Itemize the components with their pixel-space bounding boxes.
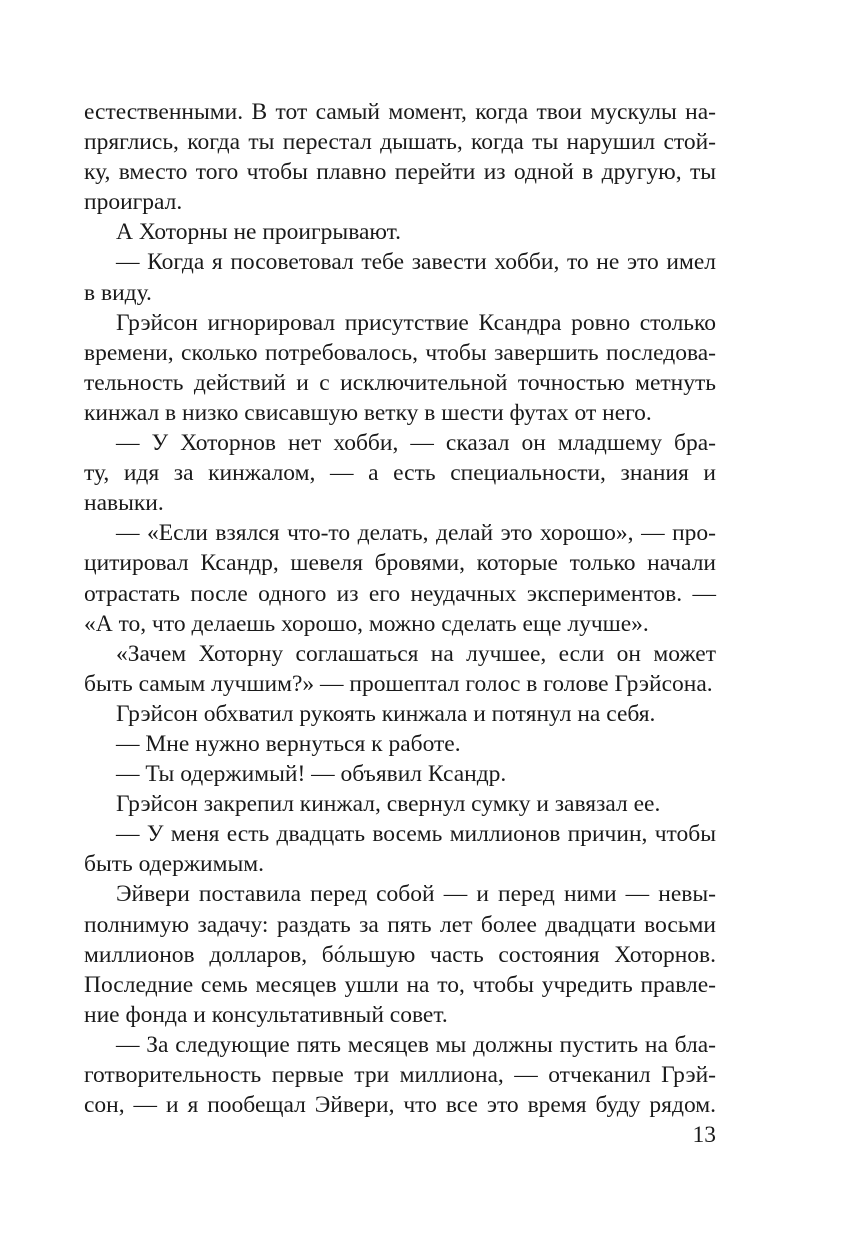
text-line: тельность действий и с исключительной точностью метнуть [84, 369, 716, 396]
text-line: отрастать после одного из его неудачных экспериментов. — [84, 580, 716, 607]
book-page-text [84, 97, 716, 1120]
text-line: готворительность первые три миллиона, — отчеканил Грэй- [84, 1062, 716, 1088]
text-line: цитировал Ксандр, шевеля бровями, которые только начали [84, 550, 716, 577]
text-line: — Ты одержимый! — объявил Ксандр. [116, 761, 507, 788]
text-line: Грэйсон игнорировал присутствие Ксандра ровно столько [116, 309, 716, 336]
text-line: «Зачем Хоторну соглашаться на лучшее, если он может [116, 640, 716, 667]
text-line: Последние семь месяцев ушли на то, чтобы учредить правле- [84, 971, 716, 998]
text-line: — У Хоторнов нет хобби, — сказал он младшему бра- [116, 430, 716, 457]
page-number: 13 [692, 1122, 716, 1148]
text-line: Эйвери поставила перед собой — и перед ними — невы- [116, 881, 716, 908]
text-line: «А то, что делаешь хорошо, можно сделать еще лучше». [84, 610, 649, 637]
text-line: ние фонда и консультативный совет. [84, 1001, 448, 1028]
text-line: — За следующие пять месяцев мы должны пустить на бла- [116, 1031, 716, 1058]
text-line: полнимую задачу: раздать за пять лет более двадцати восьми [84, 911, 716, 938]
text-line: Грэйсон закрепил кинжал, свернул сумку и завязал ее. [116, 791, 661, 818]
text-line: кинжал в низко свисавшую ветку в шести футах от него. [84, 399, 652, 426]
text-line: ку, вместо того чтобы плавно перейти из одной в другую, ты [84, 159, 716, 186]
text-line: — «Если взялся что-то делать, делай это хорошо», — про- [116, 520, 716, 547]
text-line: быть самым лучшим?» — прошептал голос в голове Грэйсона. [84, 670, 713, 697]
text-line: проиграл. [84, 189, 183, 216]
text-line: сон, — и я пообещал Эйвери, что все это время буду рядом. [84, 1092, 716, 1119]
text-line: — Мне нужно вернуться к работе. [116, 730, 461, 757]
text-line: — У меня есть двадцать восемь миллионов причин, чтобы [116, 821, 716, 848]
text-line: миллионов долларов, бóльшую часть состояния Хоторнов. [84, 941, 716, 968]
text-line: времени, сколько потребовалось, чтобы завершить последова- [84, 339, 716, 366]
text-line: А Хоторны не проигрывают. [116, 219, 402, 246]
text-line: естественными. В тот самый момент, когда твои мускулы на- [84, 99, 716, 125]
text-line: — Когда я посоветовал тебе завести хобби, то не это имел [116, 249, 716, 276]
text-line: быть одержимым. [84, 851, 265, 878]
text-line: навыки. [84, 490, 164, 517]
text-line: в виду. [84, 279, 152, 306]
text-line: пряглись, когда ты перестал дышать, когда ты нарушил стой- [84, 129, 716, 156]
text-line: ту, идя за кинжалом, — а есть специальности, знания и [84, 460, 716, 487]
text-line: Грэйсон обхватил рукоять кинжала и потянул на себя. [116, 700, 656, 727]
